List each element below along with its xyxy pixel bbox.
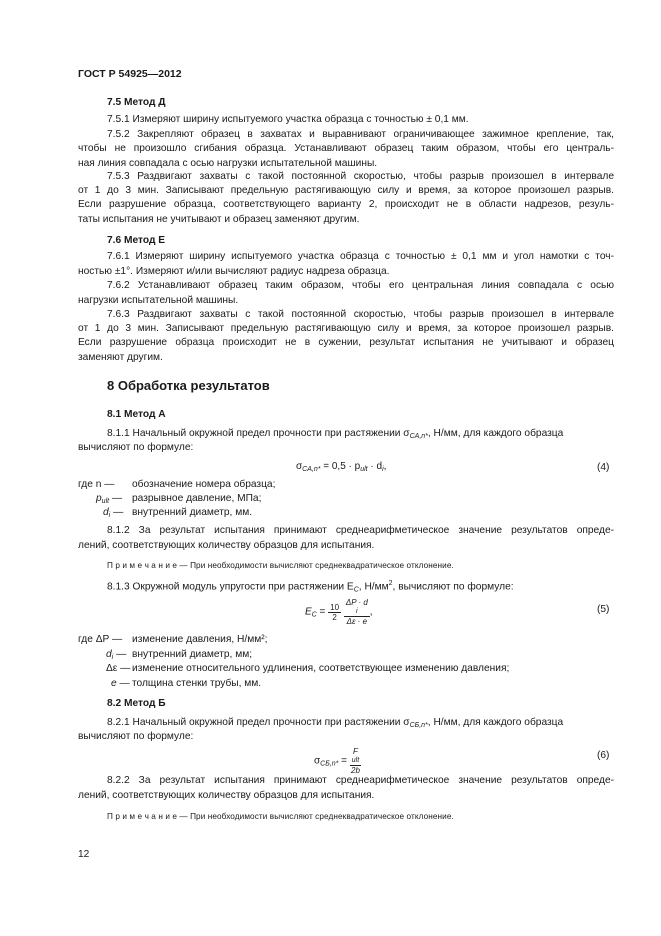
para-8-1-2-l1: 8.1.2 За результат испытания принимают среднеарифметическое значение результатов опреде- <box>107 525 614 536</box>
where-b-sym-1: di — <box>106 649 127 661</box>
section-8-1-title: 8.1 Метод А <box>107 409 166 420</box>
para-8-2-2-l2: лений, соответствующих количеству образцов для испытания. <box>78 790 375 801</box>
where-b-sym-3: e — <box>111 678 130 689</box>
equation-5: $E_C$ = $\frac{10}{2}$ ΔP · d i Δε · e , <box>305 598 373 626</box>
section-8-title: 8 Обработка результатов <box>107 378 270 393</box>
para-8-1-2-l2: лений, соответствующих количеству образцов для испытания. <box>78 540 375 551</box>
para-8-2-2-l1: 8.2.2 За результат испытания принимают среднеарифметическое значение результатов опреде- <box>107 775 614 786</box>
para-7-6-1-l2: ностью ±1°. Измеряют и/или вычисляют радиус надреза образца. <box>78 266 390 277</box>
section-8-2-title: 8.2 Метод Б <box>107 698 166 709</box>
where-b-text-0: изменение давления, Н/мм²; <box>132 634 268 645</box>
note-1: П р и м е ч а н и е — При необходимости вычисляют среднеквадратическое отклонение. <box>107 561 454 570</box>
equation-6-number: (6) <box>597 750 610 761</box>
page-number: 12 <box>78 849 90 860</box>
equation-4-number: (4) <box>597 462 610 473</box>
para-7-5-3-l4: таты испытания не учитывают и образец заменяют другим. <box>78 214 360 225</box>
para-7-5-1: 7.5.1 Измеряют ширину испытуемого участка образца с точностью ± 0,1 мм. <box>107 114 469 125</box>
para-7-6-3-l1: 7.6.3 Раздвигают захваты с такой постоянной скоростью, чтобы разрыв произошел в интервале <box>107 309 614 320</box>
para-7-5-2-l2: чтобы не произошло сгибания образца. Устанавливают образец таким образом, чтобы его централь- <box>78 143 614 154</box>
para-7-5-3-l2: от 1 до 3 мин. Записывают предельную растягивающую силу и время, за которое произошел разрыв. <box>78 185 614 196</box>
equation-5-number: (5) <box>597 604 610 615</box>
para-7-6-2-l1: 7.6.2 Устанавливают образец таким образом, чтобы его центральная линия совпадала с осью <box>107 280 614 291</box>
para-7-5-2-l3: ная линия совпадала с осью нагрузки испытательной машины. <box>78 158 378 169</box>
note-2: П р и м е ч а н и е — При необходимости вычисляют среднеквадратическое отклонение. <box>107 812 454 821</box>
document-header: ГОСТ Р 54925—2012 <box>78 68 182 80</box>
where-a-sym-1: pult — <box>96 493 123 505</box>
section-7-6-title: 7.6 Метод Е <box>107 235 166 246</box>
section-7-5-title: 7.5 Метод Д <box>107 97 166 108</box>
where-a-text-0: обозначение номера образца; <box>132 479 276 490</box>
para-7-6-3-l2: от 1 до 3 мин. Записывают предельную растягивающую силу и время, за которое произошел разрыв. <box>78 323 614 334</box>
para-7-5-2-l1: 7.5.2 Закрепляют образец в захватах и выравнивают ограничивающее зажимное крепление, так, <box>107 129 614 140</box>
equation-4: $\sigma_{CA,n*} = 0,5 \cdot p_{ult} \cdot d_i$, <box>296 461 387 473</box>
where-b-text-1: внутренний диаметр, мм; <box>132 649 253 660</box>
para-7-6-2-l2: нагрузки испытательной машины. <box>78 295 239 306</box>
para-8-1-3: 8.1.3 Окружной модуль упругости при растяжении EC, $Н/мм^2$, вычисляют по формуле: <box>107 580 514 594</box>
where-a-sym-0: где n — <box>78 479 115 490</box>
para-8-1-1-l1: 8.1.1 Начальный окружной предел прочности при растяжении σCA,n*, Н/мм, для каждого образца <box>107 428 564 440</box>
where-b-sym-0: где ΔP — <box>78 634 123 645</box>
where-b-text-3: толщина стенки трубы, мм. <box>132 678 262 689</box>
where-a-text-1: разрывное давление, МПа; <box>132 493 262 504</box>
para-7-6-3-l3: Если разрушение образца происходит не в сужении, результат испытания не учитывают и образец <box>78 337 614 348</box>
para-7-5-3-l1: 7.5.3 Раздвигают захваты с такой постоянной скоростью, чтобы разрыв произошел в интервале <box>107 171 614 182</box>
para-8-2-1-l2: вычисляют по формуле: <box>78 731 194 742</box>
where-a-sym-2: di — <box>103 507 124 519</box>
para-7-6-3-l4: заменяют другим. <box>78 352 163 363</box>
where-a-text-2: внутренний диаметр, мм. <box>132 507 253 518</box>
where-b-text-2: изменение относительного удлинения, соответствующее изменению давления; <box>132 663 510 674</box>
where-b-sym-2: Δε — <box>106 663 131 674</box>
para-8-2-1-l1: 8.2.1 Начальный окружной предел прочности при растяжении σCБ,n*, Н/мм, для каждого образца <box>107 717 564 729</box>
para-7-6-1-l1: 7.6.1 Измеряют ширину испытуемого участка образца с точностью ± 0,1 мм и угол намотки с точ- <box>107 251 614 262</box>
para-8-1-1-l2: вычисляют по формуле: <box>78 442 194 453</box>
equation-6: $\sigma_{CБ,n*}$ = F ult 2b <box>314 747 360 775</box>
para-7-5-3-l3: Если разрушение образца, соответствующего варианту 2, происходит не в области надрезов, резуль- <box>78 199 614 210</box>
